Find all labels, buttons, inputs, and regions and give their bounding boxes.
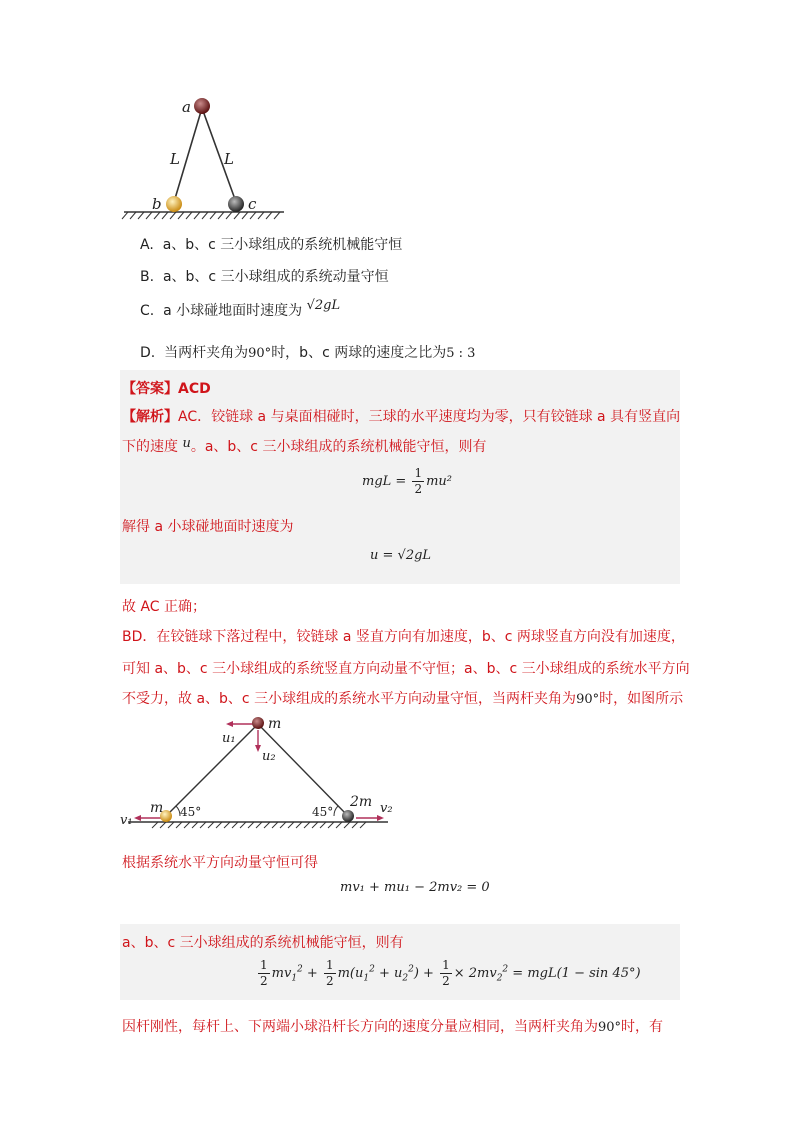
half-num: 1 — [414, 466, 423, 480]
arrow-v1-head — [134, 815, 141, 821]
label-v1: v₁ — [120, 813, 133, 828]
option-d-angle: 90° — [248, 346, 272, 361]
label-left-angle: 45° — [180, 805, 202, 819]
conclusion-1-text: 故 AC 正确； — [122, 599, 207, 615]
label-L-left: L — [170, 150, 180, 168]
equation-1 — [362, 466, 452, 497]
label-left-mass: m — [150, 800, 164, 816]
label-right-mass: 2m — [350, 794, 373, 810]
answer-line — [122, 378, 211, 398]
last-angle: 90° — [598, 1020, 622, 1035]
bd-text-2: 可知 a、b、c 三小球组成的系统竖直方向动量不守恒；a、b、c 三小球组成的系统水平方向 — [122, 661, 690, 677]
bd-line-1 — [122, 626, 685, 646]
equation-2 — [370, 548, 431, 563]
bd-text-1: BD．在铰链球下落过程中，铰链球 a 竖直方向有加速度，b、c 两球竖直方向没有加速度， — [122, 629, 685, 645]
equation-3 — [340, 880, 490, 895]
option-c-text: a 小球碰地面时速度为 — [163, 303, 303, 319]
label-u1: u₁ — [222, 731, 236, 746]
label-a: a — [182, 98, 191, 116]
ball-right — [342, 810, 354, 822]
rod-left — [166, 724, 258, 816]
half-den: 2 — [414, 482, 423, 496]
eq1-lhs: mgL = — [362, 474, 407, 489]
option-d-text-pre: 当两杆夹角为 — [164, 345, 249, 361]
label-c: c — [248, 195, 257, 213]
ball-a — [194, 98, 210, 114]
momentum-intro — [122, 852, 318, 872]
option-c-math: √2gL — [306, 298, 341, 313]
bd-line-2 — [122, 658, 690, 678]
option-d-ratio: 5 : 3 — [446, 346, 476, 361]
option-a-text: a、b、c 三小球组成的系统机械能守恒 — [162, 237, 403, 253]
option-d — [140, 342, 475, 362]
label-L-right: L — [224, 150, 234, 168]
ball-top — [252, 717, 264, 729]
analysis-line-2 — [122, 436, 486, 456]
momentum-intro-text: 根据系统水平方向动量守恒可得 — [122, 855, 318, 871]
ground-hatch-2 — [152, 822, 366, 828]
eq3-text: mv₁ + mu₁ − 2mv₂ = 0 — [340, 880, 490, 895]
answer-label: 【答案】 — [122, 381, 178, 397]
arrow-u2-head — [255, 745, 261, 752]
analysis-var-u: u — [182, 436, 191, 451]
label-u2: u₂ — [262, 749, 276, 764]
analysis-line-3 — [122, 516, 293, 536]
energy-intro-text: a、b、c 三小球组成的系统机械能守恒，则有 — [122, 935, 404, 951]
last-text-post: 时，有 — [621, 1019, 664, 1035]
option-b-letter: B. — [140, 269, 155, 285]
option-b-text: a、b、c 三小球组成的系统动量守恒 — [162, 269, 389, 285]
angle-arc-right — [334, 806, 338, 816]
analysis-text-1: AC．铰链球 a 与桌面相碰时，三球的水平速度均为零，只有铰链球 a 具有竖直向 — [178, 409, 681, 425]
bd-text-3-pre: 不受力，故 a、b、c 三小球组成的系统水平方向动量守恒，当两杆夹角为 — [122, 691, 577, 707]
eq2-text: u = √2gL — [370, 548, 432, 563]
option-d-text-mid: 时，b、c 两球的速度之比为 — [271, 345, 447, 361]
bd-line-3 — [122, 688, 683, 708]
last-line — [122, 1016, 663, 1036]
equation-4: $\frac{1}{2}$ $mv_1^2$ + $\frac{1}{2}$ $m(u_1^2 + u_2^2)$ + $\frac{1}{2}$ × $2mv_2^2 = mgL(1 - \sin 45^\circ)$ — [260, 958, 641, 988]
analysis-line-1 — [122, 406, 680, 426]
conclusion-1 — [122, 596, 206, 616]
ground-hatch — [122, 212, 280, 219]
bd-angle: 90° — [576, 692, 600, 707]
ball-c — [228, 196, 244, 212]
option-c-letter: C. — [140, 303, 155, 319]
option-c — [140, 300, 340, 320]
option-a — [140, 234, 402, 254]
label-right-angle: 45° — [312, 805, 334, 819]
label-v2: v₂ — [380, 801, 393, 816]
analysis-text-3: 解得 a 小球碰地面时速度为 — [122, 519, 294, 535]
arrow-u1-head — [226, 721, 233, 727]
energy-intro — [122, 932, 404, 952]
analysis-text-2-post: 。a、b、c 三小球组成的系统机械能守恒，则有 — [190, 439, 487, 455]
rod-right — [258, 724, 348, 816]
last-text-pre: 因杆刚性，每杆上、下两端小球沿杆长方向的速度分量应相同，当两杆夹角为 — [122, 1019, 598, 1035]
eq1-rhs: mu² — [426, 474, 453, 489]
analysis-label: 【解析】 — [122, 409, 178, 425]
option-d-letter: D. — [140, 345, 156, 361]
label-top-mass: m — [268, 716, 282, 732]
analysis-text-2-pre: 下的速度 — [122, 439, 178, 455]
option-b — [140, 266, 389, 286]
option-a-letter: A. — [140, 237, 154, 253]
eq4-rest: = mgL(1 − sin 45°) — [512, 966, 641, 981]
figure-2-diagram — [118, 712, 394, 830]
label-b: b — [152, 195, 162, 213]
eq1-half — [412, 466, 424, 497]
answer-value: ACD — [178, 381, 211, 397]
figure-1-diagram — [118, 92, 288, 220]
ball-b — [166, 196, 182, 212]
bd-text-3-post: 时，如图所示 — [599, 691, 684, 707]
